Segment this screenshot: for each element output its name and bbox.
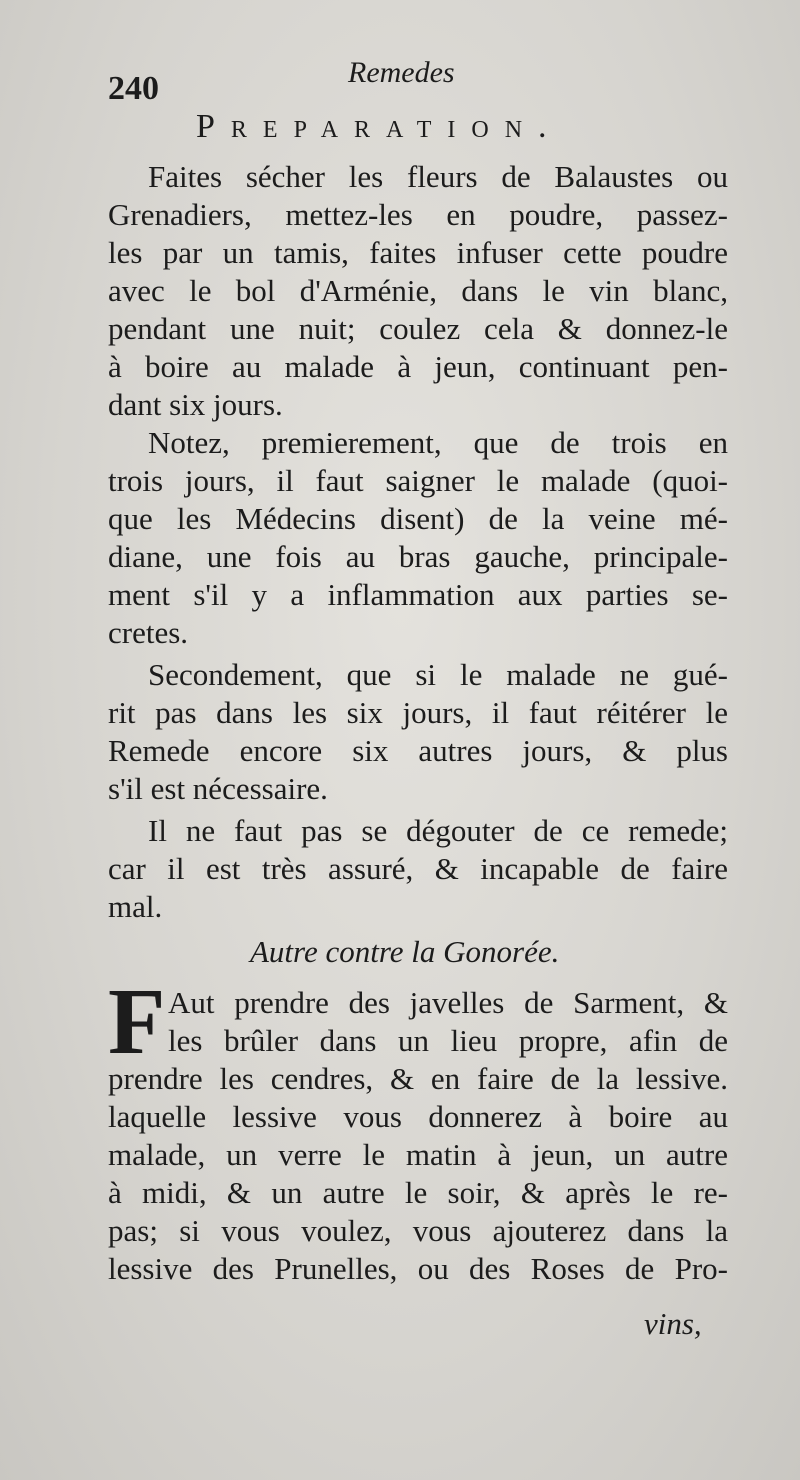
text-line: car il est très assuré, & incapable de faire [108,851,728,886]
text-line: les brûler dans un lieu propre, afin de [168,1023,728,1058]
subheading: Autre contre la Gonorée. [250,934,560,969]
text-line: Faites sécher les fleurs de Balaustes ou [148,159,728,194]
text-line: Remede encore six autres jours, & plus [108,733,728,768]
text-line: trois jours, il faut saigner le malade (quoi- [108,463,728,498]
text-line: les par un tamis, faites infuser cette poudre [108,235,728,270]
catchword: vins, [644,1306,702,1341]
running-title: Remedes [348,56,455,89]
drop-cap: F [108,970,166,1074]
text-line: pas; si vous voulez, vous ajouterez dans la [108,1213,728,1248]
text-line: que les Médecins disent) de la veine mé- [108,501,728,536]
text-line: Secondement, que si le malade ne gué- [148,657,728,692]
text-line: laquelle lessive vous donnerez à boire au [108,1099,728,1134]
section-heading: Preparation. [196,108,563,145]
text-line: avec le bol d'Arménie, dans le vin blanc, [108,273,728,308]
text-line: Aut prendre des javelles de Sarment, & [168,985,728,1020]
text-line: prendre les cendres, & en faire de la lessive. [108,1061,728,1096]
text-line: Il ne faut pas se dégouter de ce remede; [148,813,728,848]
text-line: ment s'il y a inflammation aux parties se- [108,577,728,612]
page-header [108,52,728,107]
text-line: Grenadiers, mettez-les en poudre, passez- [108,197,728,232]
page-number: 240 [108,70,159,107]
paragraph-preparation [108,158,728,424]
text-line: lessive des Prunelles, ou des Roses de Pro- [108,1251,728,1286]
paragraph-conclusion [108,812,728,926]
text-line: dant six jours. [108,387,283,422]
text-line: pendant une nuit; coulez cela & donnez-le [108,311,728,346]
text-line: rit pas dans les six jours, il faut réitérer le [108,695,728,730]
text-line: cretes. [108,615,189,650]
text-line: mal. [108,889,163,924]
paragraph-notez [108,424,728,652]
text-line: s'il est nécessaire. [108,771,328,806]
text-line: à midi, & un autre le soir, & après le re- [108,1175,728,1210]
text-line: malade, un verre le matin à jeun, un autre [108,1137,728,1172]
text-line: à boire au malade à jeun, continuant pen- [108,349,728,384]
paragraph-gonoree [108,970,728,1288]
paragraph-secondement [108,656,728,808]
text-line: diane, une fois au bras gauche, principale- [108,539,728,574]
text-line: Notez, premierement, que de trois en [148,425,728,460]
